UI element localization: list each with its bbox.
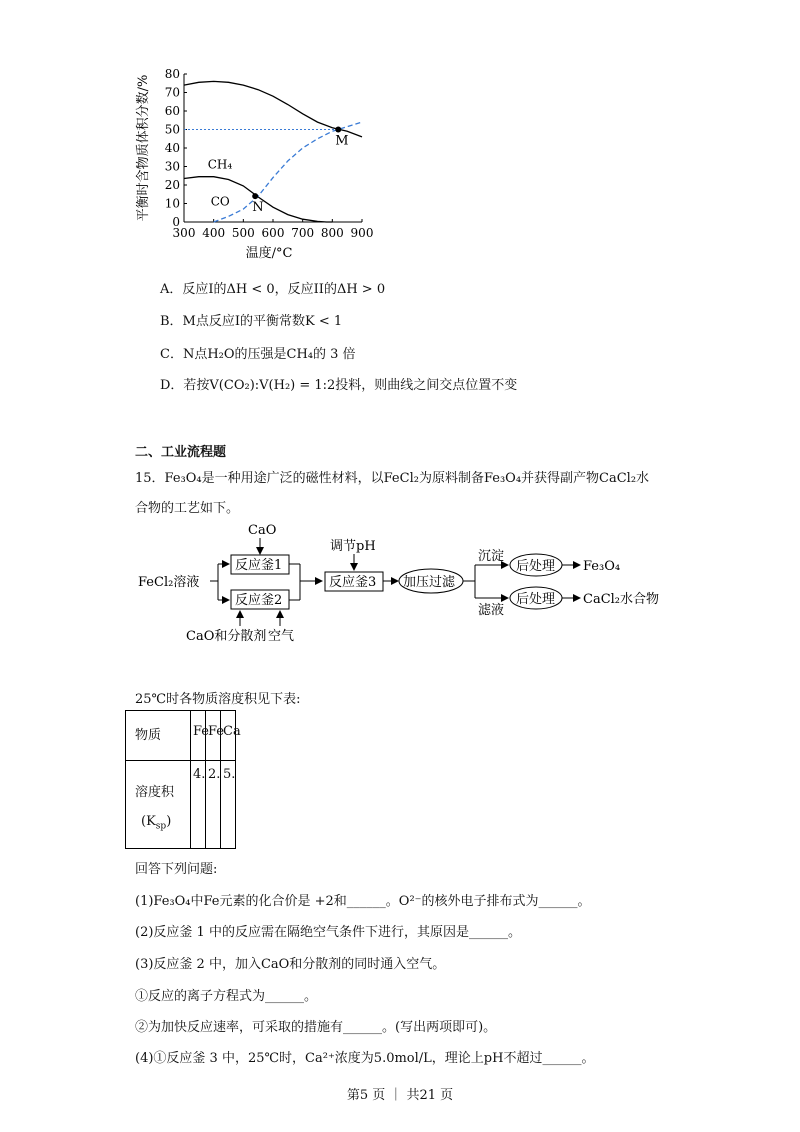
flow-reactor-1: 反应釜1: [235, 558, 283, 573]
x-tick-label: 600: [261, 226, 285, 240]
table-header-ksp: 溶度积 $(K_{sp})$: [135, 785, 175, 832]
series-line-series-1: [184, 81, 362, 136]
x-tick-label: 700: [291, 226, 315, 240]
question-15-line1: 15．Fe₃O₄是一种用途广泛的磁性材料，以FeCl₂为原料制备Fe₃O₄并获得副产物CaCl₂水: [135, 471, 650, 486]
flow-reactor-3: 反应釜3: [329, 575, 377, 590]
flow-product-cacl2: CaCl₂水合物: [583, 592, 660, 607]
x-tick-label: 500: [231, 226, 255, 240]
option-a: A．反应I的ΔH < 0，反应II的ΔH > 0: [160, 282, 386, 297]
table-cell: 2.: [208, 767, 221, 782]
question-2: (2)反应釜 1 中的反应需在隔绝空气条件下进行，其原因是______。: [135, 925, 521, 940]
y-tick-label: 60: [164, 104, 180, 118]
flow-reactor-2: 反应釜2: [235, 593, 283, 608]
table-cell: 5.: [223, 767, 236, 782]
option-c: C．N点H₂O的压强是CH₄的 3 倍: [160, 347, 356, 362]
section-title: 二、工业流程题: [135, 445, 227, 460]
flow-adjust-ph: 调节pH: [330, 539, 376, 554]
flow-filtrate: 滤液: [478, 603, 505, 618]
x-tick-label: 400: [202, 226, 226, 240]
question-3: (3)反应釜 2 中，加入CaO和分散剂的同时通入空气。: [135, 957, 446, 972]
question-1: (1)Fe₃O₄中Fe元素的化合价是 +2和______。O²⁻的核外电子排布式为______。: [135, 894, 591, 909]
flow-post-2: 后处理: [516, 592, 556, 607]
y-tick-label: 80: [164, 67, 180, 81]
point-n: [252, 193, 258, 199]
curve-label-1: CH₄: [207, 157, 233, 172]
point-label-n: N: [252, 200, 264, 216]
table-row: [126, 711, 236, 761]
flow-product-fe3o4: Fe₃O₄: [583, 559, 621, 574]
page-footer: 第5 页 ｜ 共21 页: [346, 1088, 454, 1103]
question-3-part-2: ②为加快反应速率，可采取的措施有______。(写出两项即可)。: [135, 1020, 497, 1035]
x-tick-label: 800: [320, 226, 344, 240]
flow-filter: 加压过滤: [403, 575, 456, 590]
table-cell: 4.: [193, 767, 206, 782]
flow-air: 空气: [268, 629, 295, 644]
x-axis-label: 温度/°C: [245, 246, 293, 261]
flow-cao-dispersant: CaO和分散剂: [186, 629, 267, 644]
flow-post-1: 后处理: [516, 559, 556, 574]
x-tick-label: 300: [172, 226, 196, 240]
question-4: (4)①反应釜 3 中，25℃时，Ca²⁺浓度为5.0mol/L，理论上pH不超过______。: [135, 1051, 595, 1066]
x-tick-label: 900: [350, 226, 374, 240]
point-label-m: M: [335, 133, 349, 149]
table-row: [126, 761, 236, 849]
y-tick-label: 0: [172, 215, 180, 229]
curve-label-2: CO: [210, 194, 230, 209]
flow-precipitate: 沉淀: [478, 549, 505, 564]
table-cell: Ca: [223, 724, 241, 739]
question-15-line2: 合物的工艺如下。: [135, 501, 240, 516]
y-tick-label: 50: [164, 122, 180, 137]
table-cell: Fe: [208, 724, 225, 739]
point-m: [335, 127, 341, 133]
answer-intro: 回答下列问题:: [135, 862, 218, 877]
y-tick-label: 70: [164, 85, 180, 100]
process-flow-diagram: [130, 518, 690, 648]
option-d: D．若按V(CO₂):V(H₂) = 1:2投料，则曲线之间交点位置不变: [160, 378, 518, 393]
ksp-table: [125, 710, 241, 849]
question-3-part-1: ①反应的离子方程式为______。: [135, 989, 318, 1004]
option-b: B．M点反应I的平衡常数K < 1: [160, 314, 343, 329]
flow-cao-top: CaO: [248, 523, 277, 538]
y-axis-label: 平衡时含物质体积分数/%: [136, 74, 151, 222]
table-header-substance: 物质: [135, 728, 162, 743]
flow-feed-label: FeCl₂溶液: [138, 575, 200, 590]
y-tick-label: 20: [164, 178, 180, 192]
table-intro: 25℃时各物质溶度积见下表:: [135, 692, 301, 707]
equilibrium-chart: [130, 62, 380, 262]
table-cell: Fe: [193, 724, 210, 739]
y-tick-label: 30: [164, 159, 180, 174]
y-tick-label: 40: [164, 141, 180, 155]
y-tick-label: 10: [164, 196, 180, 211]
